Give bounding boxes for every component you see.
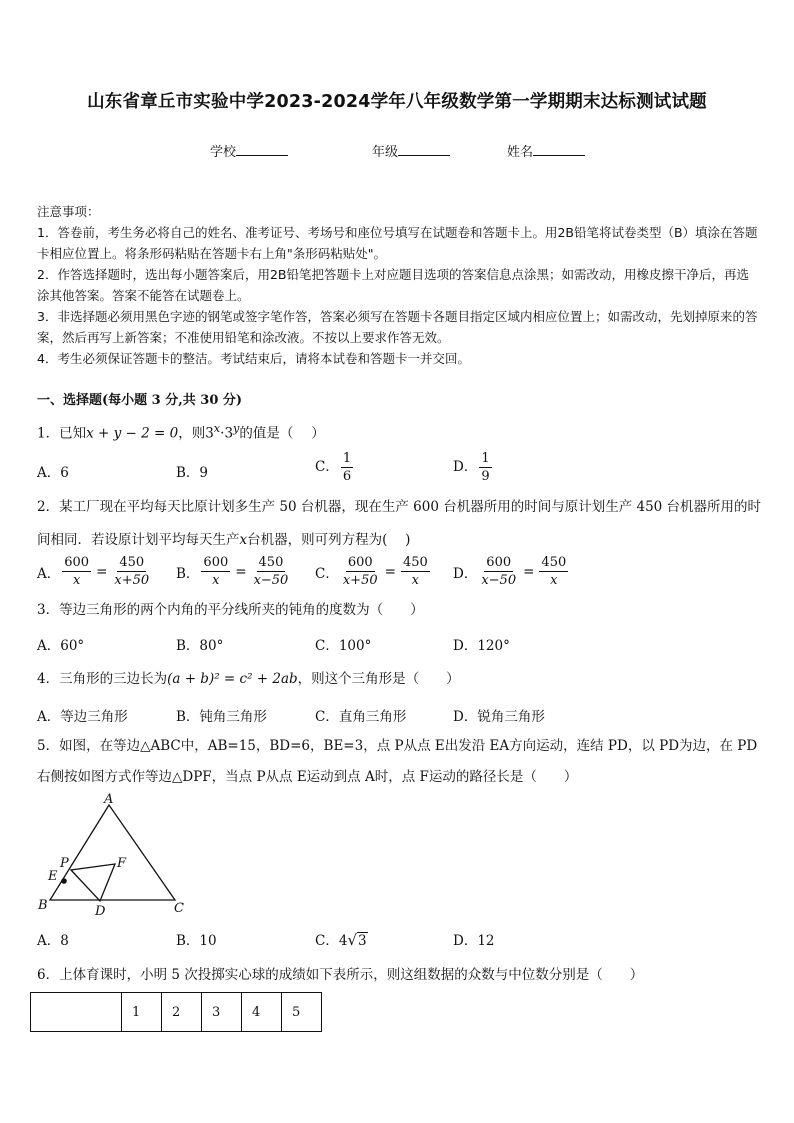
q5-option-b[interactable]: B．10 — [176, 933, 217, 949]
school-field — [210, 141, 288, 160]
table-cell: 3 — [202, 993, 242, 1032]
table-cell: 1 — [122, 993, 162, 1032]
label-e: E — [48, 869, 58, 884]
q4-option-a[interactable]: A．等边三角形 — [37, 709, 128, 725]
school-blank[interactable] — [236, 144, 288, 156]
label-d: D — [95, 904, 106, 919]
school-label: 学校 — [210, 145, 237, 160]
q2-option-a[interactable]: A． $\frac{600}{x}$ = $\frac{450}{x+50}$ — [37, 555, 150, 588]
q4-option-b[interactable]: B．钝角三角形 — [176, 709, 267, 725]
table-row — [31, 993, 322, 1032]
q2-option-d[interactable]: D． $\frac{600}{x-50}$ = $\frac{450}{x}$ — [453, 555, 567, 588]
question-2: 2．某工厂现在平均每天比原计划多生产 50 台机器，现在生产 600 台机器所用的时间与原计划生产 450 台机器所用的时间相同．若设原计划平均每天生产x台机器，则可列方程为( ) — [37, 499, 762, 548]
name-field — [507, 141, 585, 160]
label-b: B — [38, 898, 48, 913]
triangle-abc — [50, 805, 175, 900]
q5-option-c[interactable]: C．4√3 — [315, 931, 367, 949]
table-cell: 2 — [162, 993, 202, 1032]
label-a: A — [104, 793, 114, 807]
q2-option-b[interactable]: B． $\frac{600}{x}$ = $\frac{450}{x-50}$ — [176, 555, 289, 588]
question-4: 4．三角形的三边长为(a + b)² = c² + 2ab，则这个三角形是（ ） — [37, 671, 460, 687]
notice-item: 2．作答选择题时，选出每小题答案后，用2B铅笔把答题卡上对应题目选项的答案信息点涂黑；如需改动，用橡皮擦干净后，再选涂其他答案。答案不能答在试题卷上。 — [37, 267, 749, 303]
q1-option-b[interactable]: B．9 — [176, 465, 209, 481]
notice-heading: 注意事项： — [37, 204, 100, 219]
grade-blank[interactable] — [398, 144, 450, 156]
section-heading: 一、选择题(每小题 3 分,共 30 分) — [37, 393, 243, 408]
table-cell: 5 — [282, 993, 322, 1032]
triangle-figure — [33, 793, 193, 921]
q3-option-b[interactable]: B．80° — [176, 638, 224, 654]
triangle-lines — [50, 805, 175, 901]
question-3: 3．等边三角形的两个内角的平分线所夹的钝角的度数为（ ） — [37, 602, 424, 618]
q5-option-a[interactable]: A．8 — [37, 933, 69, 949]
label-c: C — [174, 901, 184, 916]
name-blank[interactable] — [533, 144, 585, 156]
triangle-dpf — [71, 864, 115, 901]
q1-option-a[interactable]: A．6 — [37, 465, 69, 481]
label-f: F — [117, 856, 127, 871]
point-e-dot — [61, 878, 67, 884]
q3-option-d[interactable]: D．120° — [453, 638, 510, 654]
question-5: 5．如图，在等边△ABC中，AB=15，BD=6，BE=3，点 P从点 E出发沿 EA方向运动，连结 PD，以 PD为边，在 PD右侧按如图方式作等边△DPF，当点 P从点 E运动到点 A时，点 F运动的路径长是（ ） — [37, 738, 758, 785]
q4-option-d[interactable]: D．锐角三角形 — [453, 709, 545, 725]
grade-field — [372, 141, 450, 160]
q1-option-d[interactable]: D． $\frac{1}{9}$ — [453, 451, 490, 484]
q3-option-c[interactable]: C．100° — [315, 638, 372, 654]
grade-label: 年级 — [372, 145, 399, 160]
fraction: $\frac{1}{6}$ — [342, 451, 352, 484]
notice-item: 1．答卷前，考生务必将自己的姓名、准考证号、考场号和座位号填写在试题卷和答题卡上。用2B铅笔将试卷类型（B）填涂在答题卡相应位置上。将条形码粘贴在答题卡右上角"条形码粘贴处"。 — [37, 225, 758, 261]
q4-expression: (a + b)² = c² + 2ab — [167, 671, 298, 687]
name-label: 姓名 — [507, 145, 534, 160]
question-6: 6．上体育课时，小明 5 次投掷实心球的成绩如下表所示，则这组数据的众数与中位数分别是（ ） — [37, 967, 644, 983]
fraction: $\frac{1}{9}$ — [481, 451, 490, 484]
q3-option-a[interactable]: A．60° — [37, 638, 85, 654]
page-title: 山东省章丘市实验中学2023-2024学年八年级数学第一学期期末达标测试试题 — [87, 92, 707, 112]
q1-option-c[interactable]: C． $\frac{1}{6}$ — [315, 451, 352, 484]
q4-option-c[interactable]: C．直角三角形 — [315, 709, 407, 725]
q1-expression: x + y − 2 = 0 — [86, 425, 179, 442]
notice-item: 4．考生必须保证答题卡的整洁。考试结束后，请将本试卷和答题卡一并交回。 — [37, 351, 470, 366]
question-1: 1．已知x + y − 2 = 0，则$3^x\cdot 3^y$的值是（ ） — [37, 422, 325, 442]
score-table — [30, 992, 322, 1032]
notice-item: 3．非选择题必须用黑色字迹的钢笔或签字笔作答，答案必须写在答题卡各题目指定区域内相应位置上；如需改动，先划掉原来的答案，然后再写上新答案；不准使用铅笔和涂改液。不按以上要求作答无效。 — [37, 309, 758, 345]
table-cell — [31, 993, 122, 1032]
q5-option-d[interactable]: D．12 — [453, 933, 495, 949]
table-cell: 4 — [242, 993, 282, 1032]
notice-block — [37, 201, 759, 369]
q2-option-c[interactable]: C． $\frac{600}{x+50}$ = $\frac{450}{x}$ — [315, 555, 428, 588]
label-p: P — [60, 856, 69, 871]
